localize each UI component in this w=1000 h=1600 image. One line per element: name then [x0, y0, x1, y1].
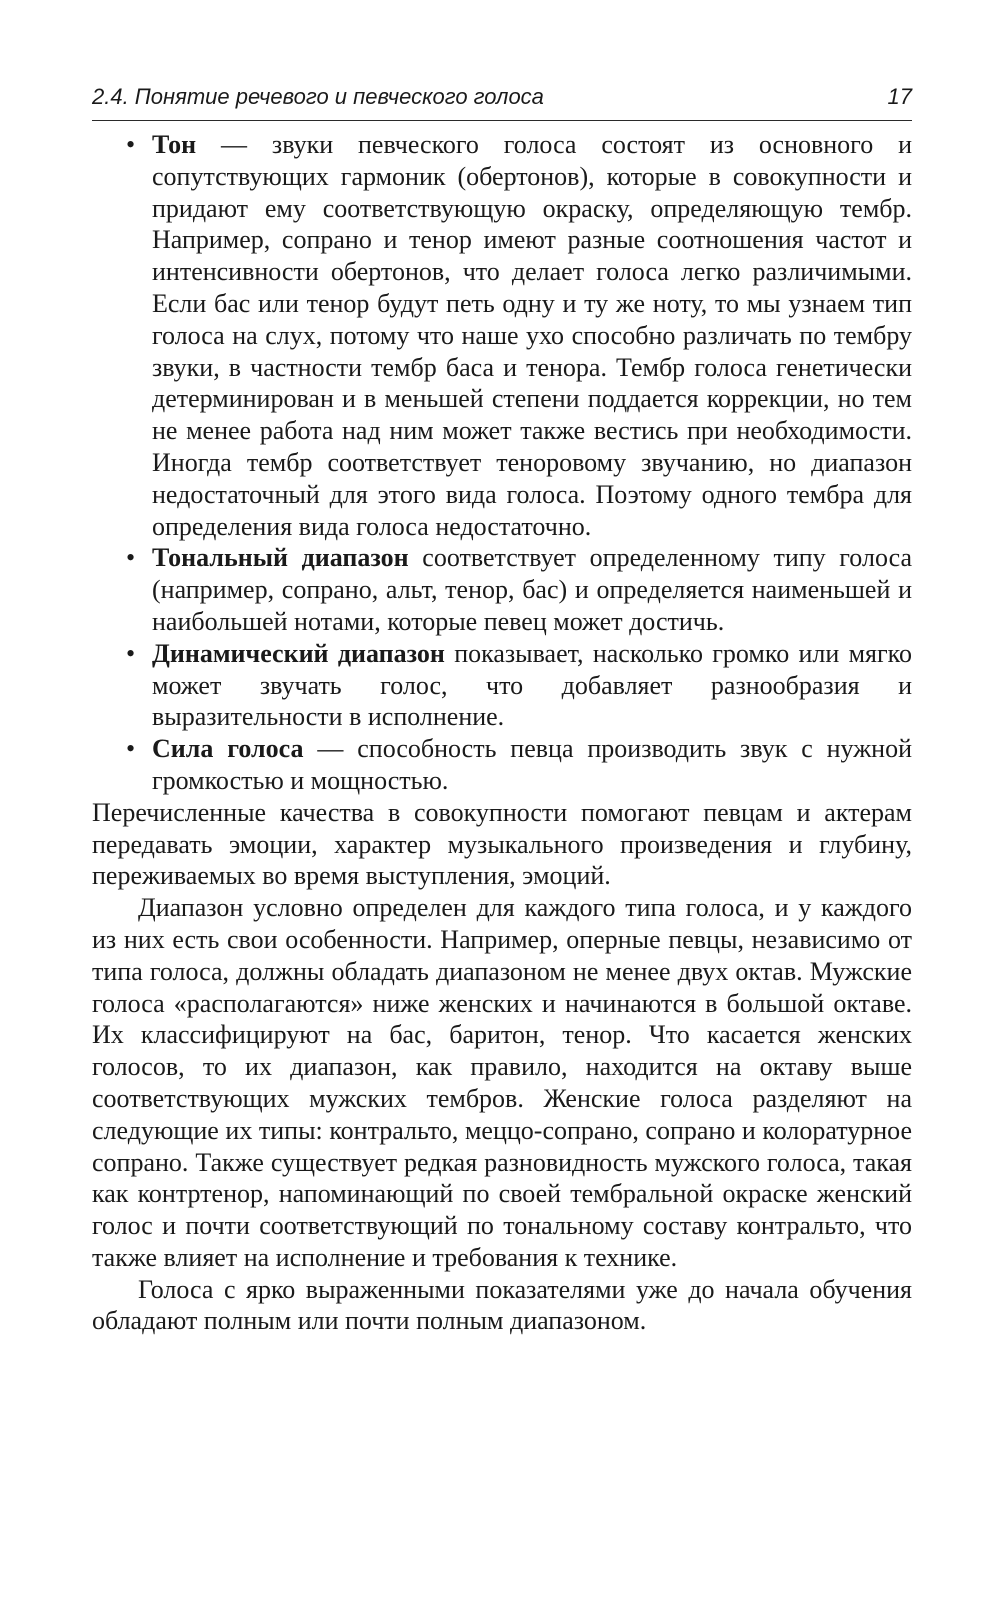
bullet-term: Сила голоса [152, 734, 304, 764]
bullet-item [152, 733, 912, 797]
bullet-text: — звуки певческого голоса состоят из основного и сопутствующих гармоник (обертонов), которые в совокупности и придают ему соответствующую окраску, определяющую тембр. Например, сопрано и тенор имеют разные соотношения частот и интенсивности обертонов, что делает голоса легко различимыми. Если бас или тенор будут петь одну и ту же ноту, то мы узнаем тип голоса на слух, потому что наше ухо способно различать по тембру звуки, в частности тембр баса и тенора. Тембр голоса генетически детерминирован и в меньшей степени поддается коррекции, но тем не менее работа над ним может также вестись при необходимости. Иногда тембр соответствует теноровому звучанию, но диапазон недостаточный для этого вида голоса. Поэтому одного тембра для определения вида голоса недостаточно. [152, 130, 912, 541]
page-number: 17 [887, 84, 912, 109]
bullet-item [152, 542, 912, 637]
bullet-text: — способность певца производить звук с нужной громкостью и мощностью. [152, 734, 912, 795]
bullet-item [152, 638, 912, 733]
bullet-term: Динамический диапазон [152, 638, 445, 668]
book-page [92, 84, 912, 1337]
running-header [92, 84, 912, 121]
bullet-list [92, 129, 912, 797]
bullet-term: Тональный диапазон [152, 543, 409, 573]
paragraph: Перечисленные качества в совокупности помогают певцам и актерам передавать эмоции, характер музыкального произведения и глубину, переживаемых во время выступления, эмоций. [92, 797, 912, 891]
bullet-item [152, 129, 912, 542]
section-title: 2.4. Понятие речевого и певческого голоса [92, 84, 544, 109]
bullet-term: Тон [152, 130, 197, 159]
page-body [92, 129, 912, 1337]
paragraph: Голоса с ярко выраженными показателями уже до начала обучения обладают полным или почти полным диапазоном. [92, 1274, 912, 1336]
bullet-text: соответствует определенному типу голоса (например, сопрано, альт, тенор, бас) и определяется наименьшей и наибольшей нотами, которые певец может достичь. [152, 543, 912, 636]
paragraph: Диапазон условно определен для каждого типа голоса, и у каждого из них есть свои особенности. Например, оперные певцы, независимо от типа голоса, должны обладать диапазоном не менее двух октав. Мужские голоса «располагаются» ниже женских и начинаются в большой октаве. Их классифицируют на бас, баритон, тенор. Что касается женских голосов, то их диапазон, как правило, находится на октаву выше соответствующих мужских тембров. Женские голоса разделяют на следующие их типы: контральто, меццо-сопрано, сопрано и колоратурное сопрано. Также существует редкая разновидность мужского голоса, такая как контртенор, напоминающий по своей тембральной окраске женский голос и почти соответствующий по тональному составу контральто, что также влияет на исполнение и требования к технике. [92, 893, 912, 1272]
bullet-text: показывает, насколько громко или мягко может звучать голос, что добавляет разнообразия и выразительности в исполнение. [152, 638, 912, 732]
